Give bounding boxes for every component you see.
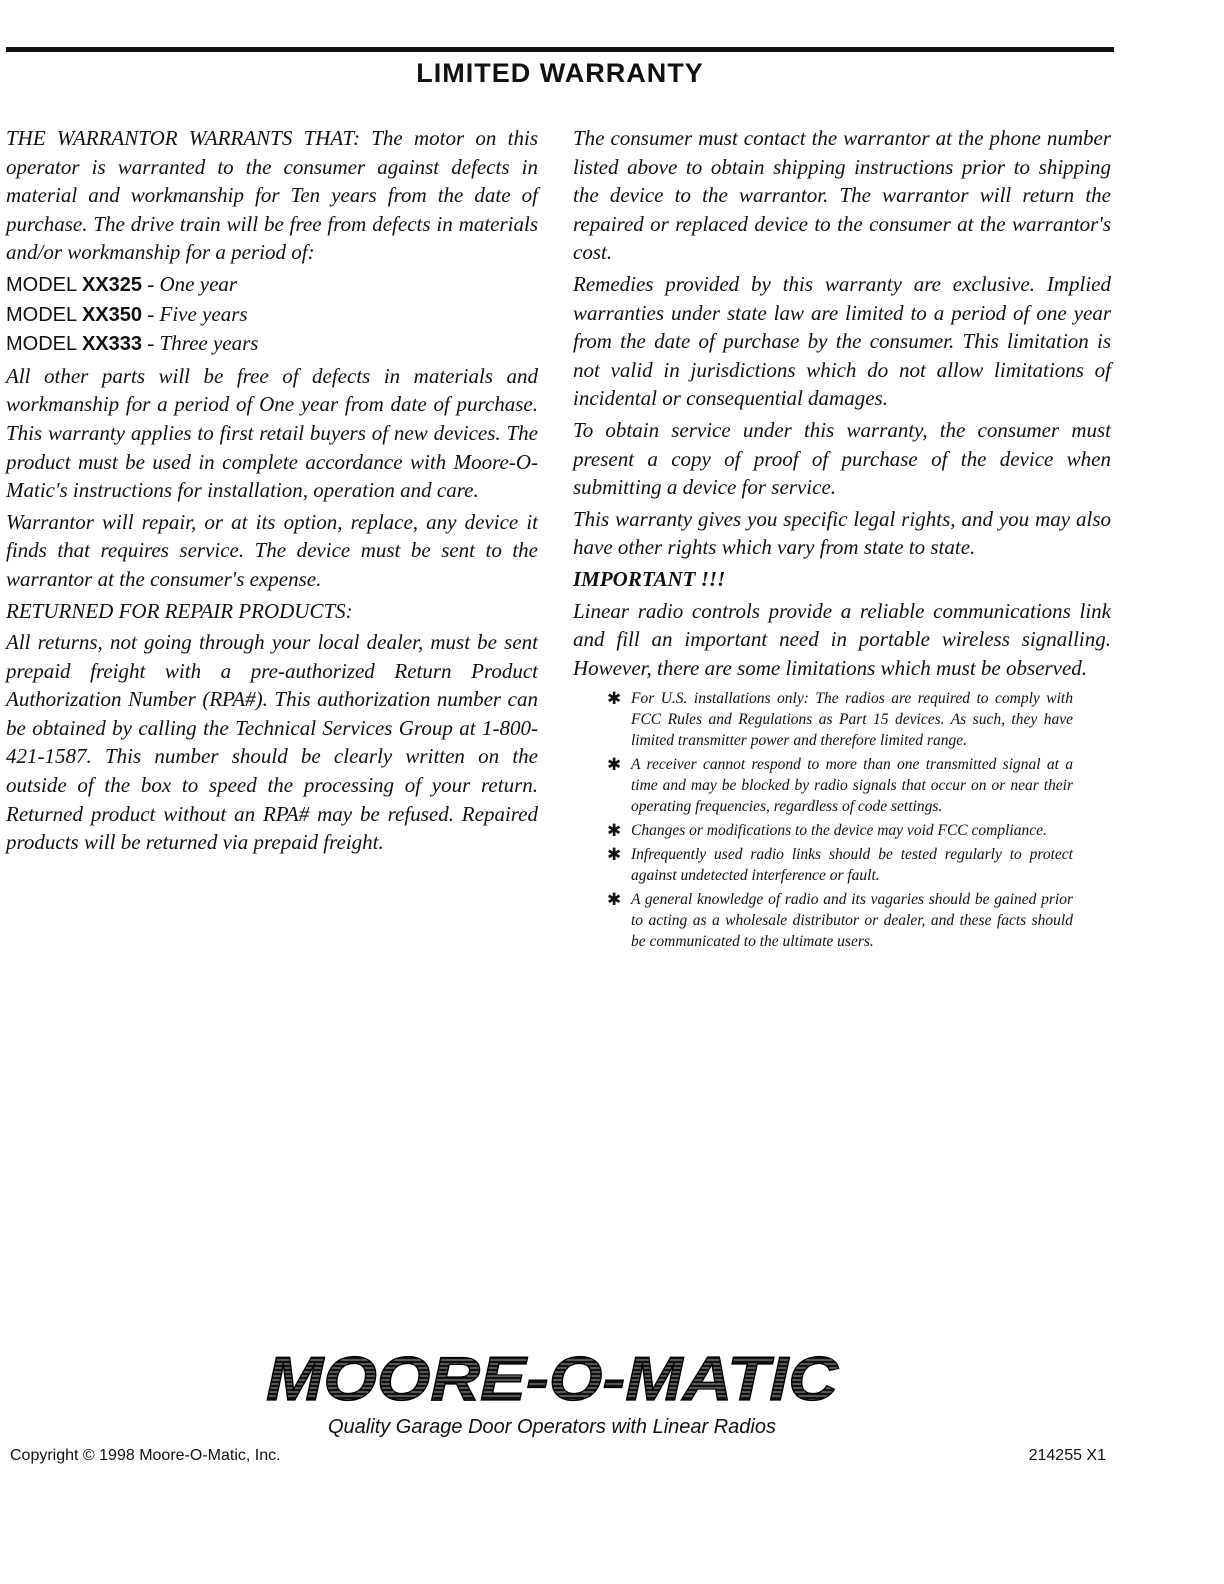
tagline: Quality Garage Door Operators with Linear Radios (328, 1416, 776, 1438)
list-item (607, 820, 1073, 841)
page-title: LIMITED WARRANTY (416, 58, 704, 88)
model-item (6, 270, 538, 300)
list-item-text: Changes or modifications to the device may void FCC compliance. (631, 822, 1047, 840)
right-column (573, 124, 1111, 955)
header-rule (6, 47, 1114, 52)
document-number: 214255 X1 (1028, 1447, 1106, 1464)
model-term: - Three years (147, 331, 259, 356)
list-item-text: For U.S. installations only: The radios are required to comply with FCC Rules and Regulations as Part 15 devices. As such, they have limited transmitter power and therefore limited range. (631, 690, 1073, 750)
moore-o-matic-logo (262, 1350, 842, 1406)
model-list (6, 270, 538, 359)
logo-graphic (262, 1350, 842, 1406)
important-heading: IMPORTANT !!! (573, 566, 726, 591)
model-term: - Five years (147, 301, 248, 326)
asterisk-icon: ✱ (607, 890, 622, 910)
list-item (607, 688, 1073, 751)
asterisk-icon: ✱ (607, 755, 622, 775)
model-code: XX325 (81, 273, 143, 296)
model-item (6, 300, 538, 330)
model-prefix: MODEL (6, 273, 77, 296)
list-item-text: A receiver cannot respond to more than one transmitted signal at a time and may be blocked by radio signals that occur on or near their operating frequencies, regardless of code settings. (631, 756, 1073, 816)
limitations-list (573, 688, 1073, 952)
model-prefix: MODEL (6, 333, 77, 356)
asterisk-icon: ✱ (607, 845, 622, 865)
list-item (607, 844, 1073, 886)
model-code: XX350 (81, 303, 143, 326)
list-item (607, 889, 1073, 952)
logo-wordmark: MOORE-O-MATIC (266, 1350, 840, 1406)
model-item (6, 329, 538, 359)
list-item (607, 754, 1073, 817)
contact-paragraph: The consumer must contact the warrantor at the phone number listed above to obtain shipping instructions prior to shipping the device to the warrantor. The warrantor will return the repaired or replaced device to the consumer at the warrantor's cost. (573, 126, 1111, 265)
returns-heading: RETURNED FOR REPAIR PRODUCTS: (6, 598, 353, 623)
service-paragraph: To obtain service under this warranty, the consumer must present a copy of proof of purchase of the device when submitting a device for service. (573, 417, 1111, 500)
important-paragraph: Linear radio controls provide a reliable communications link and fill an important need in portable wireless signalling. However, there are some limitations which must be observed. (573, 598, 1111, 680)
model-code: XX333 (81, 333, 143, 356)
model-prefix: MODEL (6, 303, 77, 326)
list-item-text: Infrequently used radio links should be tested regularly to protect against undetected interference or fault. (631, 846, 1073, 885)
warranty-intro: THE WARRANTOR WARRANTS THAT: The motor on this operator is warranted to the consumer against defects in material and workmanship for Ten years from the date of purchase. The drive train will be free from defects in materials and/or workmanship for a period of: (6, 126, 538, 265)
left-column (6, 124, 538, 860)
asterisk-icon: ✱ (607, 821, 622, 841)
asterisk-icon: ✱ (607, 689, 622, 709)
model-term: - One year (147, 271, 238, 296)
remedies-paragraph: Remedies provided by this warranty are exclusive. Implied warranties under state law are limited to a period of one year from the date of purchase by the consumer. This limitation is not valid in jurisdictions which do not allow limitations of incidental or consequential damages. (573, 271, 1111, 411)
rights-paragraph: This warranty gives you specific legal rights, and you may also have other rights which vary from state to state. (573, 506, 1111, 560)
copyright-notice: Copyright © 1998 Moore-O-Matic, Inc. (10, 1447, 281, 1464)
returns-paragraph: All returns, not going through your local dealer, must be sent prepaid freight with a pre-authorized Return Product Authorization Number (RPA#). This authorization number can be obtained by calling the Technical Services Group at 1-800-421-1587. This number should be clearly written on the outside of the box to speed the processing of your return. Returned product without an RPA# may be refused. Repaired products will be returned via prepaid freight. (6, 630, 538, 855)
other-parts-paragraph: All other parts will be free of defects in materials and workmanship for a period of One year from date of purchase. This warranty applies to first retail buyers of new devices. The product must be used in complete accordance with Moore-O-Matic's instructions for installation, operation and care. (6, 363, 538, 503)
repair-paragraph: Warrantor will repair, or at its option, replace, any device it finds that requires service. The device must be sent to the warrantor at the consumer's expense. (6, 509, 538, 591)
list-item-text: A general knowledge of radio and its vagaries should be gained prior to acting as a wholesale distributor or dealer, and these facts should be communicated to the ultimate users. (631, 891, 1073, 951)
